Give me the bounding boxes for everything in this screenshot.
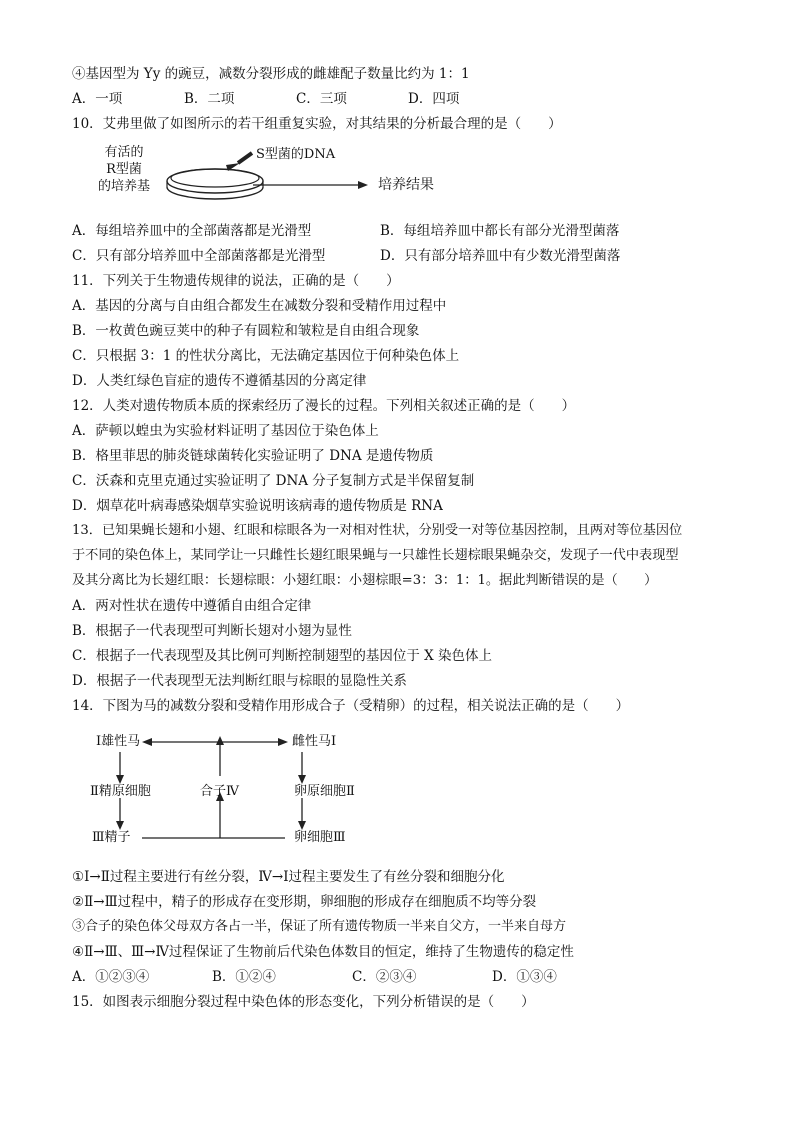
q12-option-d: D．烟草花叶病毒感染烟草实验说明该病毒的遗传物质是 RNA [72, 498, 443, 514]
fig10-label-r-strain-2: R型菌 [106, 162, 142, 177]
q13-option-d: D．根据子一代表现型无法判断红眼与棕眼的显隐性关系 [72, 673, 407, 689]
fig14-male-horse: Ⅰ雄性马 [96, 734, 141, 749]
q14-option-b: B．①②④ [212, 969, 276, 985]
fig10-label-result: 培养结果 [378, 177, 434, 193]
q11-option-a: A．基因的分离与自由组合都发生在减数分裂和受精作用过程中 [72, 298, 447, 314]
q10-option-a: A．每组培养皿中的全部菌落都是光滑型 [72, 223, 312, 239]
q13-option-a: A．两对性状在遗传中遵循自由组合定律 [72, 598, 312, 614]
q11-stem: 11．下列关于生物遗传规律的说法，正确的是（ ） [72, 273, 400, 289]
fig10-label-r-strain-3: 的培养基 [97, 179, 150, 194]
q14-statement-3: ③合子的染色体父母双方各占一半，保证了所有遗传物质一半来自父方，一半来自母方 [72, 919, 567, 934]
q14-figure [80, 728, 380, 853]
q12-option-c: C．沃森和克里克通过实验证明了 DNA 分子复制方式是半保留复制 [72, 473, 475, 489]
q14-option-a: A．①②③④ [72, 969, 150, 985]
q14-option-d: D．①③④ [492, 969, 557, 985]
q10-option-c: C．只有部分培养皿中全部菌落都是光滑型 [72, 248, 326, 264]
q13-option-c: C．根据子一代表现型及其比例可判断控制翅型的基因位于 X 染色体上 [72, 648, 493, 664]
q9-option-d: D．四项 [408, 91, 460, 107]
q13-stem-line-3: 及其分离比为长翅红眼：长翅棕眼：小翅红眼：小翅棕眼=3：3：1：1。据此判断错误的是（ ） [72, 573, 658, 588]
fig14-spermatogonium: Ⅱ精原细胞 [90, 784, 151, 799]
q11-option-b: B．一枚黄色豌豆荚中的种子有圆粒和皱粒是自由组合现象 [72, 323, 420, 339]
q14-statement-4: ④Ⅱ→Ⅲ、Ⅲ→Ⅳ过程保证了生物前后代染色体数目的恒定，维持了生物遗传的稳定性 [72, 944, 574, 960]
q11-option-d: D．人类红绿色盲症的遗传不遵循基因的分离定律 [72, 373, 367, 389]
q14-option-c: C．②③④ [352, 969, 417, 985]
q14-stem: 14．下图为马的减数分裂和受精作用形成合子（受精卵）的过程，相关说法正确的是（ ） [72, 698, 630, 714]
q9-option-c: C．三项 [296, 91, 347, 107]
q9-option-a: A．一项 [72, 91, 123, 107]
fig10-label-s-dna: S型菌的DNA [256, 147, 336, 162]
fig14-oogonium: 卵原细胞Ⅱ [294, 784, 355, 799]
q9-option-b: B．二项 [184, 91, 235, 107]
q11-option-c: C．只根据 3：1 的性状分离比，无法确定基因位于何种染色体上 [72, 348, 460, 364]
q14-statement-1: ①Ⅰ→Ⅱ过程主要进行有丝分裂，Ⅳ→Ⅰ过程主要发生了有丝分裂和细胞分化 [72, 869, 505, 885]
fig14-sperm: Ⅲ精子 [92, 830, 131, 845]
q14-statement-2: ②Ⅱ→Ⅲ过程中，精子的形成存在变形期，卵细胞的形成存在细胞质不均等分裂 [72, 894, 537, 910]
q12-option-a: A．萨顿以蝗虫为实验材料证明了基因位于染色体上 [72, 423, 379, 439]
q10-option-d: D．只有部分培养皿中有少数光滑型菌落 [380, 248, 621, 264]
q10-figure [80, 145, 460, 215]
fig14-zygote: 合子Ⅳ [200, 784, 239, 799]
q10-stem: 10．艾弗里做了如图所示的若干组重复实验，对其结果的分析最合理的是（ ） [72, 116, 562, 132]
q13-option-b: B．根据子一代表现型可判断长翅对小翅为显性 [72, 623, 352, 639]
fig14-female-horse: 雌性马Ⅰ [292, 734, 337, 749]
fig10-label-r-strain-1: 有活的 [104, 145, 144, 160]
q13-stem-line-1: 13．已知果蝇长翅和小翅、红眼和棕眼各为一对相对性状，分别受一对等位基因控制，且两对等位基因位 [72, 523, 683, 538]
q13-stem-line-2: 于不同的染色体上，某同学让一只雌性长翅红眼果蝇与一只雄性长翅棕眼果蝇杂交，发现子一代中表现型 [72, 548, 679, 563]
q12-stem: 12．人类对遗传物质本质的探索经历了漫长的过程。下列相关叙述正确的是（ ） [72, 398, 576, 414]
q9-item4: ④基因型为 Yy 的豌豆，减数分裂形成的雌雄配子数量比约为 1：1 [72, 66, 470, 82]
fig14-egg: 卵细胞Ⅲ [294, 830, 346, 845]
q15-stem: 15．如图表示细胞分裂过程中染色体的形态变化，下列分析错误的是（ ） [72, 994, 535, 1010]
q10-option-b: B．每组培养皿中都长有部分光滑型菌落 [380, 223, 620, 239]
q12-option-b: B．格里菲思的肺炎链球菌转化实验证明了 DNA 是遗传物质 [72, 448, 434, 464]
